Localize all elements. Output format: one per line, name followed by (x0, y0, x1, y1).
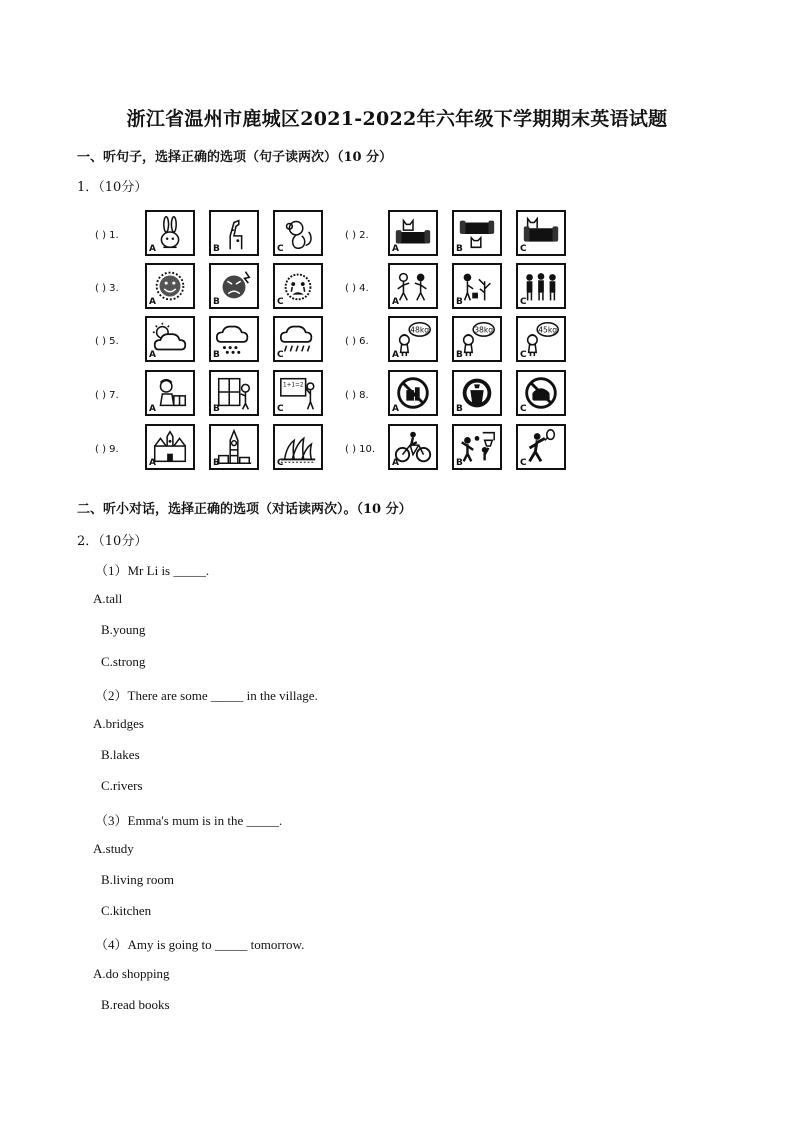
question-4-option-b-picture (452, 263, 502, 309)
option-letter: B (213, 350, 220, 360)
option-letter: A (149, 404, 156, 414)
option-letter: A (392, 350, 399, 360)
option-letter: B (456, 404, 463, 414)
option-letter: C (520, 350, 527, 360)
question-1-number: 1．（10分） (77, 180, 148, 195)
option-letter: A (149, 297, 156, 307)
option-letter: B (456, 350, 463, 360)
picture-grid (95, 206, 585, 478)
question-8-option-c-picture (516, 370, 566, 416)
question-1-answer-blank: ( ) 1. (95, 230, 119, 241)
dialog-answer-option: C.kitchen (101, 903, 152, 919)
question-2-option-c-picture (516, 210, 566, 256)
question-4-option-c-picture (516, 263, 566, 309)
question-10-option-b-picture (452, 424, 502, 470)
question-9-answer-blank: ( ) 9. (95, 444, 119, 455)
option-letter: C (277, 350, 284, 360)
option-letter: A (392, 297, 399, 307)
question-4-answer-blank: ( ) 4. (345, 283, 369, 294)
option-letter: C (520, 244, 527, 254)
question-3-option-b-picture (209, 263, 259, 309)
question-2-option-a-picture (388, 210, 438, 256)
option-letter: A (392, 458, 399, 468)
question-9-option-b-picture (209, 424, 259, 470)
option-letter: C (520, 404, 527, 414)
dialog-answer-option: A.study (93, 840, 134, 856)
dialog-answer-option: A.bridges (93, 716, 144, 731)
option-letter: A (149, 458, 156, 468)
question-2-answer-blank: ( ) 2. (345, 230, 369, 241)
dialog-question-stem: （1）Mr Li is _____. (95, 563, 210, 578)
option-letter: B (213, 297, 220, 307)
question-7-option-c-picture (273, 370, 323, 416)
question-9-option-a-picture (145, 424, 195, 470)
option-letter: C (277, 297, 284, 307)
svg-text:38kg: 38kg (474, 325, 494, 335)
question-7-option-b-picture (209, 370, 259, 416)
question-8-option-b-picture (452, 370, 502, 416)
question-10-option-c-picture (516, 424, 566, 470)
question-5-option-c-picture (273, 316, 323, 362)
question-7-answer-blank: ( ) 7. (95, 390, 119, 401)
question-1-option-b-picture (209, 210, 259, 256)
question-8-answer-blank: ( ) 8. (345, 390, 369, 401)
question-5-option-b-picture (209, 316, 259, 362)
option-letter: B (456, 244, 463, 254)
dialog-question-stem: （3）Emma's mum is in the _____. (95, 812, 283, 828)
question-3-option-c-picture (273, 263, 323, 309)
question-1-option-c-picture (273, 210, 323, 256)
option-letter: A (149, 350, 156, 360)
dialog-answer-option: B.living room (101, 872, 174, 887)
dialog-question-stem: （4）Amy is going to _____ tomorrow. (95, 937, 305, 953)
question-4-option-a-picture (388, 263, 438, 309)
option-letter: C (277, 458, 284, 468)
question-2-number: 2．（10分） (77, 534, 148, 549)
option-letter: B (213, 458, 220, 468)
question-6-option-c-picture (516, 316, 566, 362)
question-5-option-a-picture (145, 316, 195, 362)
option-letter: B (456, 458, 463, 468)
question-1-option-a-picture (145, 210, 195, 256)
dialog-answer-option: B.lakes (101, 747, 140, 763)
dialog-answer-option: A.do shopping (93, 965, 170, 981)
question-3-option-a-picture (145, 263, 195, 309)
svg-text:1+1=2: 1+1=2 (282, 382, 304, 389)
option-letter: B (456, 297, 463, 307)
svg-text:48kg: 48kg (410, 325, 430, 335)
question-6-option-b-picture (452, 316, 502, 362)
question-9-option-c-picture (273, 424, 323, 470)
section-2-heading: 二、听小对话，选择正确的选项（对话读两次）。（10 分） (77, 502, 412, 517)
option-letter: C (277, 404, 284, 414)
option-letter: C (520, 458, 527, 468)
dialog-answer-option: B.read books (101, 996, 170, 1012)
option-letter: A (392, 244, 399, 254)
option-letter: A (392, 404, 399, 414)
question-8-option-a-picture (388, 370, 438, 416)
question-3-answer-blank: ( ) 3. (95, 283, 119, 294)
svg-text:45kg: 45kg (538, 325, 558, 335)
question-5-answer-blank: ( ) 5. (95, 336, 119, 347)
option-letter: A (149, 244, 156, 254)
option-letter: C (520, 297, 527, 307)
question-2-option-b-picture (452, 210, 502, 256)
question-6-option-a-picture (388, 316, 438, 362)
section-1-heading: 一、听句子，选择正确的选项（句子读两次）（10 分） (77, 150, 393, 165)
dialog-question-stem: （2）There are some _____ in the village. (95, 687, 318, 703)
dialog-answer-option: B.young (101, 622, 146, 638)
question-7-option-a-picture (145, 370, 195, 416)
option-letter: B (213, 244, 220, 254)
question-10-answer-blank: ( ) 10. (345, 444, 376, 455)
option-letter: C (277, 244, 284, 254)
dialog-answer-option: A.tall (93, 591, 123, 607)
page-title: 浙江省温州市鹿城区2021-2022年六年级下学期期末英语试题 (126, 108, 668, 130)
question-6-answer-blank: ( ) 6. (345, 336, 369, 347)
dialog-answer-option: C.strong (101, 653, 146, 669)
dialog-answer-option: C.rivers (101, 778, 143, 794)
option-letter: B (213, 404, 220, 414)
question-10-option-a-picture (388, 424, 438, 470)
